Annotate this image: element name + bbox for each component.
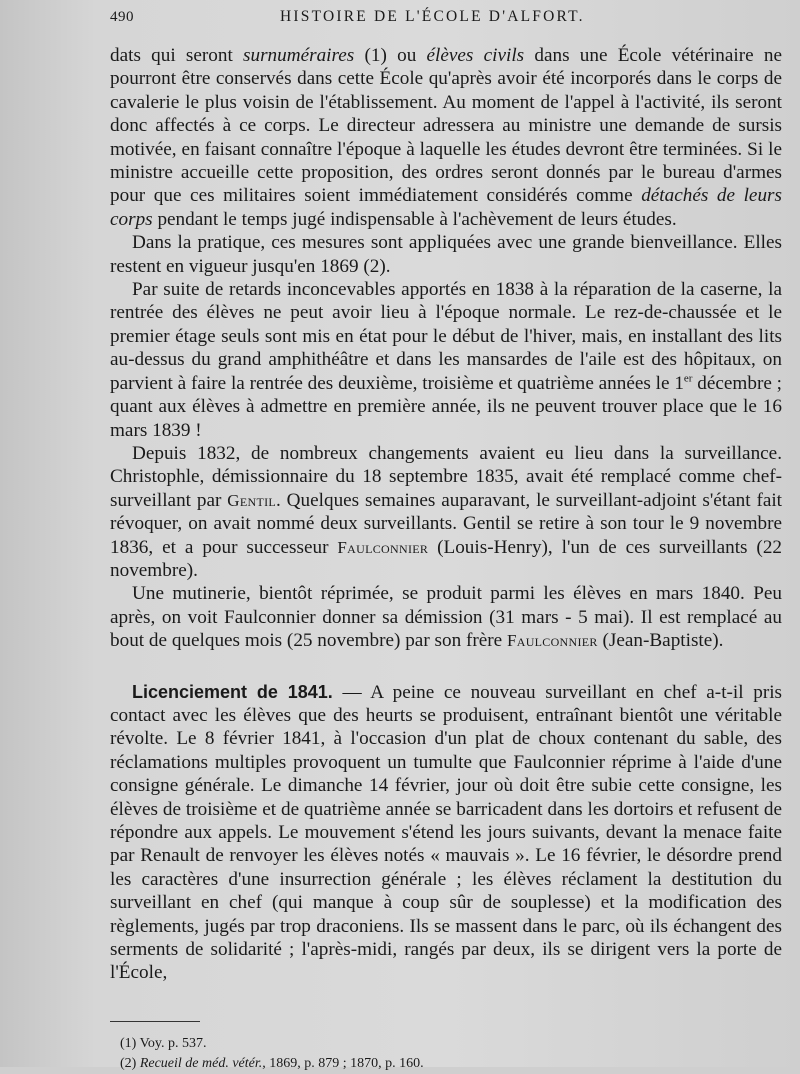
text-run: (2) [120,1055,140,1071]
italic-term: Recueil de méd. vétér. [139,1055,263,1071]
text-run: Par suite de retards inconcevables apportés en 1838 à la réparation de la caserne, la rentrée des élèves ne peut avoir lieu à l'époque normale. Le rez-de-chaussée et le premier étage seuls sont mis en état pour le début de l'hiver, mais, en installant des lits au-dessus du grand amphithéâtre et dans les mansardes de l'aile est des hôpitaux, on parvient à faire la rentrée des deuxième, troisième et quatrième années le 1 [110,279,782,394]
text-run: Une mutinerie, bientôt réprimée, se produit parmi les élèves en mars 1840. Peu après, on voit Faulconnier donner sa démission (31 mars - 5 mai). Il est remplacé au bout de quelques mois (25 novembre) par son frère [110,583,782,652]
paragraph-3 [110,278,782,442]
paragraph-1 [110,44,782,231]
small-caps-name: Faulconnier [506,631,598,651]
body-text [110,44,782,985]
page-number: 490 [110,9,134,25]
italic-term: élèves civils [426,45,525,66]
text-run: — A peine ce nouveau surveillant en chef a-t-il pris contact avec les élèves que des heurts se produisent, entraînant bientôt une véritable révolte. Le 8 février 1841, à l'occasion d'un plat de choux contenant du sable, des réclamations multiples provoquent un tumulte que Faulconnier réprime à l'aide d'une consigne générale. Le dimanche 14 février, jour où doit être subie cette consigne, les élèves de troisième et de quatrième année se barricadent dans les dortoirs et refusent de répondre aux appels. Le mouvement s'étend les jours suivants, devant la menace faite par Renault de renvoyer les élèves notés « mauvais ». Le 16 février, le désordre prend les caractères d'une insurrection générale ; les élèves réclament la destitution du surveillant en chef (qui manque à coup sûr de souplesse) et la modification des règlements, jugés par trop draconiens. Ils se massent dans le parc, où ils échangent des serments de solidarité ; l'après-midi, rangés par deux, ils se dirigent vers la porte de l'École, [110,681,783,984]
text-run: (Louis-Henry), l'un de ces surveillants (22 novembre). [110,536,783,581]
text-run: dats qui seront [110,45,244,66]
footnote-2 [120,1054,782,1074]
paragraph-2: Dans la pratique, ces mesures sont appliquées avec une grande bienveillance. Elles restent en vigueur jusqu'en 1869 (2). [110,232,782,277]
footnote-rule [110,1021,200,1022]
text-run: . Quelques semaines auparavant, le surveillant-adjoint s'étant fait révoquer, on avait nommé deux surveillants. Gentil se retire à son tour le 9 novembre 1836, et a pour successeur [110,489,783,558]
footnotes [110,1034,782,1074]
text-run: dans une École vétérinaire ne pourront être conservés dans cette École qu'après avoir été incorporés dans le corps de cavalerie le plus voisin de l'établissement. Au moment de l'appel à l'activité, ils seront donc affectés à ce corps. Le directeur adressera au ministre une demande de sursis motivée, en faisant connaître l'époque à laquelle les études devront être terminées. Si le ministre accueille cette proposition, des ordres seront donnés par le bureau d'armes pour que ces militaires soient immédiatement considérés comme [110,45,782,207]
small-caps-name: Faulconnier [337,537,429,557]
text-run: Depuis 1832, de nombreux changements avaient eu lieu dans la surveillance. Christophle, démissionnaire du 18 septembre 1835, avait été remplacé comme chef-surveillant par [110,442,782,511]
text-run: (1) ou [354,45,427,66]
running-title: HISTOIRE DE L'ÉCOLE D'ALFORT. [280,8,585,25]
paragraph-4 [110,442,782,582]
footnote-1: (1) Voy. p. 537. [120,1035,207,1051]
page-header [110,8,782,44]
paragraph-6 [110,681,782,985]
text-run: , 1869, p. 879 ; 1870, p. 160. [262,1055,424,1071]
section-gap [110,653,782,681]
text-run: pendant le temps jugé indispensable à l'achèvement de leurs études. [152,208,677,230]
text-run: (Jean-Baptiste). [597,630,724,652]
section-title: Licenciement de 1841. [132,681,333,702]
small-caps-name: Gentil [227,490,276,510]
italic-term: détachés de leurs corps [110,185,782,230]
superscript: er [683,372,693,385]
paragraph-5 [110,582,782,652]
italic-term: surnuméraires [243,45,355,66]
text-run: décembre ; quant aux élèves à admettre en première année, ils ne peuvent trouver place que le 16 mars 1839 ! [110,372,782,441]
